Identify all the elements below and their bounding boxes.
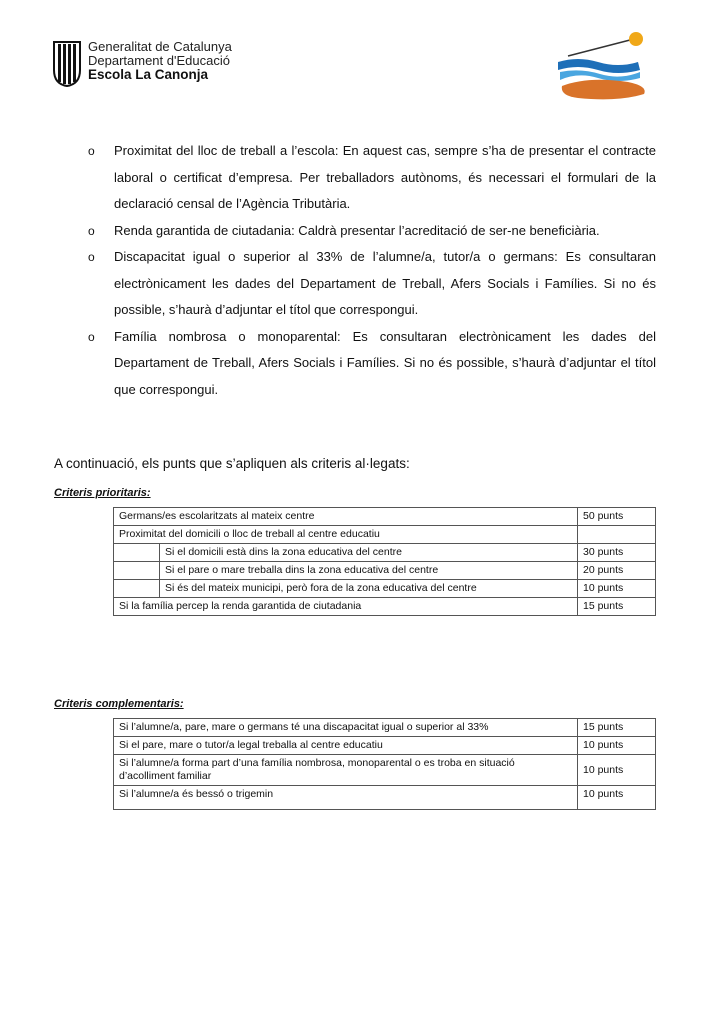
bullet-marker: o [88, 144, 95, 158]
requirements-list [88, 138, 656, 403]
points-intro: A continuació, els punts que s’apliquen als criteris al·legats: [54, 456, 410, 471]
table-row [114, 737, 656, 755]
table-row [114, 786, 656, 810]
table-row [114, 526, 656, 544]
criterion-points: 10 punts [578, 786, 656, 810]
criterion-points [578, 526, 656, 544]
table-complementaris [113, 718, 656, 810]
criterion-label: Si l’alumne/a forma part d’una família nombrosa, monoparental o es troba en situació d’acolliment familiar [114, 755, 578, 786]
department-name: Departament d'Educació [88, 53, 230, 68]
section-title-prioritaris: Criteris prioritaris: [54, 487, 151, 499]
criterion-label: Si el domicili està dins la zona educativa del centre [160, 544, 578, 562]
criterion-points: 50 punts [578, 508, 656, 526]
criterion-label: Germans/es escolaritzats al mateix centre [114, 508, 578, 526]
table-row [114, 755, 656, 786]
bullet-text: Discapacitat igual o superior al 33% de l’alumne/a, tutor/a o germans: Es consultaran electrònicament les dades del Departament de Treball, Afers Socials i Famílies. Si no és possible, s’haurà d’adjuntar el títol que correspongui. [114, 249, 656, 317]
generalitat-shield-icon [52, 40, 82, 88]
table-row [114, 580, 656, 598]
criterion-label: Si l’alumne/a, pare, mare o germans té una discapacitat igual o superior al 33% [114, 719, 578, 737]
table-row [114, 562, 656, 580]
criterion-label: Si la família percep la renda garantida de ciutadania [114, 598, 578, 616]
org-name: Generalitat de Catalunya [88, 39, 232, 54]
bullet-text: Família nombrosa o monoparental: Es consultaran electrònicament les dades del Departament de Treball, Afers Socials i Famílies. Si no és possible, s’haurà d’adjuntar el títol que correspongui. [114, 328, 656, 397]
bullet-marker: o [88, 223, 95, 238]
bullet-marker: o [88, 250, 95, 264]
table-row [114, 508, 656, 526]
criterion-points: 30 punts [578, 544, 656, 562]
criterion-points: 20 punts [578, 562, 656, 580]
criterion-label: Si l’alumne/a és bessó o trigemin [114, 786, 578, 810]
indent-cell [114, 562, 160, 580]
criterion-label: Si el pare, mare o tutor/a legal treballa al centre educatiu [114, 737, 578, 755]
criterion-points: 10 punts [578, 755, 656, 786]
school-logo-icon [548, 26, 678, 106]
criterion-label: Proximitat del domicili o lloc de treball al centre educatiu [114, 526, 578, 544]
table-row [114, 719, 656, 737]
criterion-points: 15 punts [578, 719, 656, 737]
header-logo-generalitat [52, 40, 232, 88]
bullet-text: Renda garantida de ciutadania: Caldrà presentar l’acreditació de ser-ne beneficiària. [114, 222, 600, 238]
list-item [88, 244, 656, 324]
section-title-complementaris: Criteris complementaris: [54, 698, 184, 710]
criterion-points: 10 punts [578, 737, 656, 755]
list-item [88, 218, 656, 245]
criterion-points: 10 punts [578, 580, 656, 598]
criterion-label: Si el pare o mare treballa dins la zona educativa del centre [160, 562, 578, 580]
bullet-text: Proximitat del lloc de treball a l’escola: En aquest cas, sempre s’ha de presentar el contracte laboral o certificat d’empresa. Per treballadors autònoms, és necessari el formulari de la declaració censal de l’Agència Tributària. [114, 143, 656, 211]
bullet-marker: o [88, 329, 95, 344]
list-item [88, 324, 656, 404]
list-item [88, 138, 656, 218]
school-name: Escola La Canonja [88, 67, 209, 82]
indent-cell [114, 580, 160, 598]
criterion-label: Si és del mateix municipi, però fora de la zona educativa del centre [160, 580, 578, 598]
table-prioritaris [113, 507, 656, 616]
table-row [114, 598, 656, 616]
criterion-points: 15 punts [578, 598, 656, 616]
table-row [114, 544, 656, 562]
indent-cell [114, 544, 160, 562]
